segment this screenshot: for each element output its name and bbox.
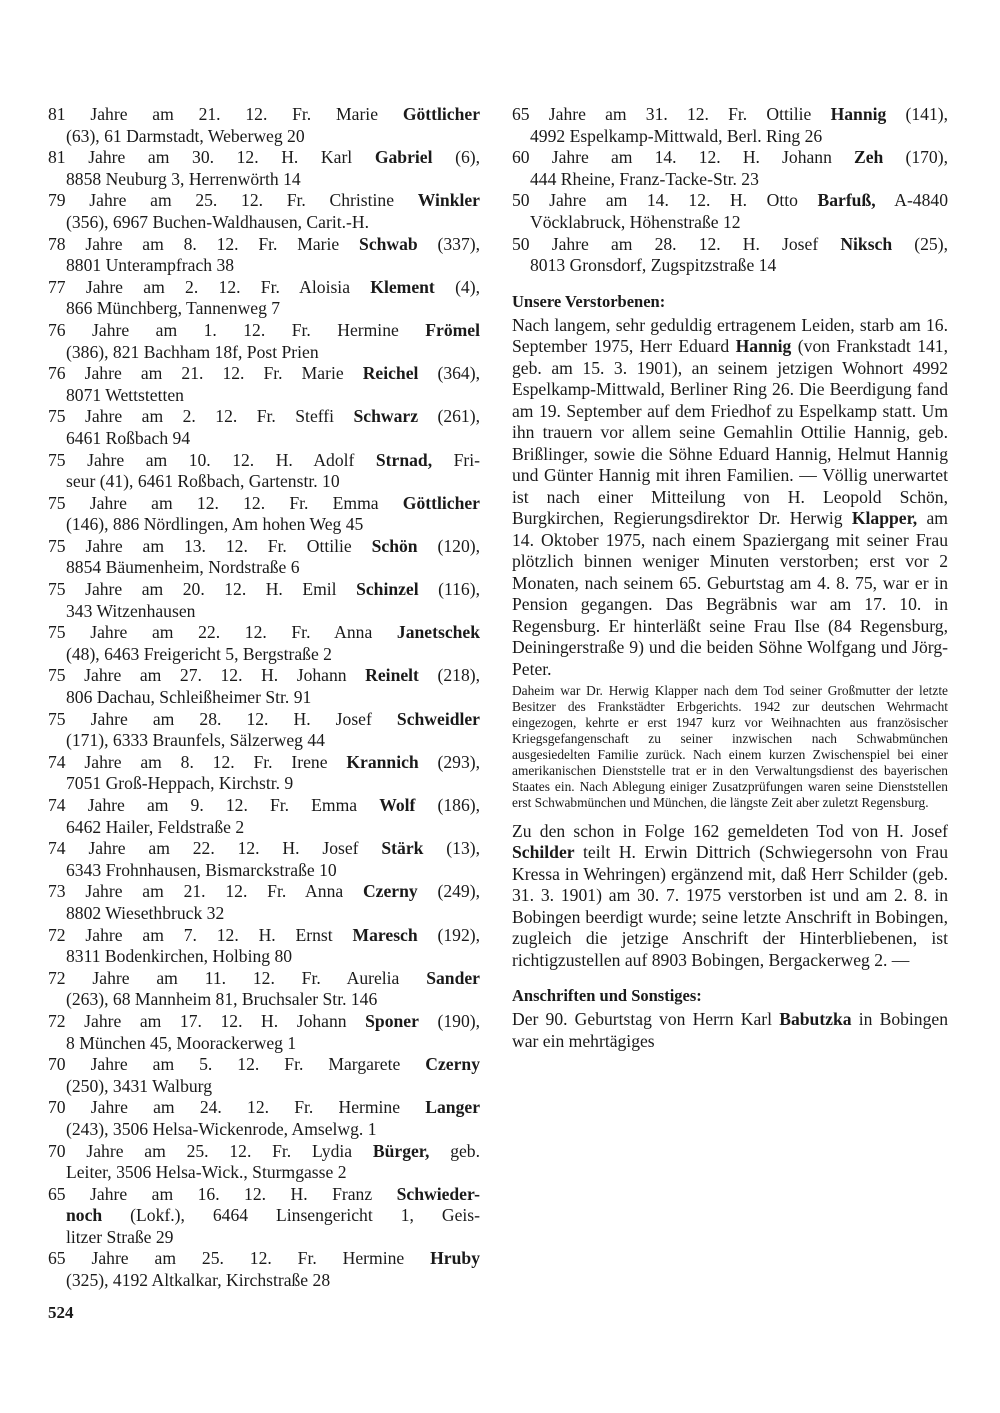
entry-line-2: (243), 3506 Helsa-Wickenrode, Amselwg. 1: [66, 1118, 377, 1139]
entry-line-1: [48, 579, 480, 601]
entry-line-1: [48, 752, 480, 774]
entry-date: 75 Jahre am 28. 12. H. Josef: [48, 708, 372, 729]
name-klapper: Klapper,: [851, 508, 918, 529]
left-column: [48, 104, 480, 1292]
entry-surname: Hruby: [430, 1248, 480, 1269]
entry-date: 65 Jahre am 25. 12. Fr. Hermine: [48, 1248, 405, 1269]
entry-surname: Winkler: [417, 190, 480, 211]
entry-line-2: (63), 61 Darmstadt, Weberweg 20: [66, 125, 305, 146]
entry-suffix: (192),: [417, 924, 480, 945]
entry-suffix: (293),: [418, 751, 480, 772]
entry-address: (Lokf.), 6464 Linsengericht 1, Geis-: [102, 1205, 480, 1226]
entry-surname: Sander: [426, 967, 480, 988]
entry-suffix: (25),: [892, 233, 948, 254]
entry-line-1: [48, 277, 480, 299]
entry-line-2: (325), 4192 Altkalkar, Kirchstraße 28: [66, 1270, 331, 1291]
entry-line-1: [48, 1097, 480, 1119]
entry-line-1: [48, 1248, 480, 1270]
birthday-entry: [48, 277, 480, 320]
birthday-entry: [48, 968, 480, 1011]
birthday-entry: [48, 1011, 480, 1054]
entry-line-1: [48, 665, 480, 687]
entry-line-2: 4992 Espelkamp-Mittwald, Berl. Ring 26: [530, 125, 823, 146]
entry-line-2: 8071 Wettstetten: [66, 384, 184, 405]
entry-line-1: [48, 104, 480, 126]
entry-line-1: [48, 320, 480, 342]
entry-line-2: Vöcklabruck, Höhenstraße 12: [530, 211, 741, 232]
entry-surname: Hannig: [830, 104, 887, 124]
entry-line-2: 8854 Bäumenheim, Nordstraße 6: [66, 557, 300, 578]
deceased-paragraph: Nach langem, sehr geduldig ertragenem Leiden, starb am 16. September 1975, Herr Eduard Hannig (von Frankstadt 141, geb. am 15. 3. 1901), an seinem jetzigen Wohnort 4992 Espelkamp-Mittwald, Berliner Ring 26. Die Beerdigung fand am 19. September auf dem Friedhof zu Espelkamp statt. Um ihn trauern vor allem seine Gemahlin Ottilie Hannig, geb. Brißlinger, sowie die Söhne Eduard Hannig, Helmut Hannig und Günter Hannig mit ihren Familien. — Völlig unerwartet ist nach einer Mitteilung von H. Leopold Schön, Burgkirchen, Regierungsdirektor Dr. Herwig Klapper, am 14. Oktober 1975, nach einem Spaziergang mit seiner Frau plötzlich binnen weniger Minuten verstorben; erst vor 2 Monaten, nach seinem 65. Geburtstag am 4. 8. 75, war er in Pension gegangen. Das Begräbnis war am 17. 10. in Regensburg. Er hinterläßt seine Frau Ilse (84 Regensburg, Deiningerstraße 9) und die beiden Söhne Wolfgang und Jörg-Peter.: [512, 314, 948, 679]
entry-date: 75 Jahre am 12. 12. Fr. Emma: [48, 492, 379, 513]
entry-line-2: seur (41), 6461 Roßbach, Gartenstr. 10: [66, 471, 340, 492]
entry-surname: Krannich: [346, 751, 419, 772]
birthday-entry: [48, 320, 480, 363]
addresses-paragraph: Der 90. Geburtstag von Herrn Karl Babutzka in Bobingen war ein mehrtägiges: [512, 1009, 948, 1051]
entry-date: 75 Jahre am 2. 12. Fr. Steffi: [48, 406, 335, 427]
klapper-biography: Daheim war Dr. Herwig Klapper nach dem Tod seiner Großmutter der letzte Besitzer des Frankstädter Erbgerichts. 1942 zur deutschen Wehrmacht eingezogen, kehrte er erst 1947 kurz vor Weihnachten aus französischer Kriegsgefangenschaft zu seiner inzwischen nach Schwabmünchen ausgesiedelten Familie zurück. Nach einem kurzen Zwischenspiel bei einer amerikanischen Dienststelle trat er in den Verwaltungsdienst des bayerischen Staates ein. Nach Ablegung einiger Zusatzprüfungen waren seine Dienststellen erst Schwabmünchen und München, die längste Zeit aber zuletzt Regensburg.: [512, 683, 948, 810]
entry-line-2: (386), 821 Bachham 18f, Post Prien: [66, 341, 319, 362]
entry-surname: Sponer: [365, 1010, 419, 1031]
entry-date: 70 Jahre am 5. 12. Fr. Margarete: [48, 1054, 401, 1075]
heading-addresses: Anschriften und Sonstiges:: [512, 986, 702, 1005]
entry-surname: Wolf: [379, 795, 416, 815]
entry-surname: Strnad,: [375, 449, 433, 470]
entry-line-1: [48, 190, 480, 212]
entry-surname: Schinzel: [356, 579, 419, 600]
entry-suffix: (261),: [418, 406, 480, 427]
birthday-entry: [512, 190, 948, 233]
entry-surname: Göttlicher: [402, 104, 480, 124]
birthday-entry: [48, 1184, 480, 1249]
entry-date: 78 Jahre am 8. 12. Fr. Marie: [48, 233, 340, 254]
entry-line-1: [512, 190, 948, 212]
entry-line-1: [48, 363, 480, 385]
entry-date: 75 Jahre am 13. 12. Fr. Ottilie: [48, 535, 352, 556]
entry-suffix: (13),: [423, 838, 480, 859]
entry-date: 74 Jahre am 9. 12. Fr. Emma: [48, 795, 358, 815]
entry-line-2: 8311 Bodenkirchen, Holbing 80: [66, 946, 293, 967]
entry-line-1: [48, 493, 480, 515]
entry-line-2: (171), 6333 Braunfels, Sälzerweg 44: [66, 730, 325, 751]
entry-date: 74 Jahre am 8. 12. Fr. Irene: [48, 751, 328, 772]
birthday-entry: [48, 881, 480, 924]
birthday-entry: [512, 147, 948, 190]
entry-date: 70 Jahre am 24. 12. Fr. Hermine: [48, 1097, 401, 1118]
entry-date: 81 Jahre am 30. 12. H. Karl: [48, 147, 353, 168]
entry-line-2: [48, 1205, 480, 1227]
entry-date: 81 Jahre am 21. 12. Fr. Marie: [48, 104, 379, 124]
entry-date: 50 Jahre am 28. 12. H. Josef: [512, 233, 819, 254]
entry-suffix: (337),: [417, 233, 481, 254]
birthday-entry: [512, 104, 948, 147]
heading-deceased: Unsere Verstorbenen:: [512, 291, 666, 311]
birthday-entry: [48, 1054, 480, 1097]
entry-surname: Niksch: [840, 233, 893, 254]
entry-line-2: 343 Witzenhausen: [66, 600, 196, 621]
entry-suffix: geb.: [429, 1140, 480, 1161]
birthday-entry: [48, 536, 480, 579]
name-schilder: Schilder: [512, 842, 575, 862]
entry-date: 70 Jahre am 25. 12. Fr. Lydia: [48, 1140, 353, 1161]
entry-line-1: [48, 1184, 480, 1206]
birthday-entry: [48, 1097, 480, 1140]
entry-line-1: [48, 536, 480, 558]
entry-date: 72 Jahre am 11. 12. Fr. Aurelia: [48, 967, 400, 988]
entry-line-1: [48, 838, 480, 860]
entry-date: 75 Jahre am 20. 12. H. Emil: [48, 579, 337, 600]
entry-date: 75 Jahre am 10. 12. H. Adolf: [48, 449, 355, 470]
entry-suffix: (249),: [417, 881, 480, 902]
entry-surname: Czerny: [362, 881, 418, 902]
entry-suffix: (186),: [415, 795, 480, 815]
birthday-entry: [48, 234, 480, 277]
entry-line-1: [48, 968, 480, 990]
birthday-entry: [48, 665, 480, 708]
entry-line-1: [512, 234, 948, 256]
birthday-entry: [48, 493, 480, 536]
entry-date: 75 Jahre am 22. 12. Fr. Anna: [48, 622, 373, 643]
entry-date: 50 Jahre am 14. 12. H. Otto: [512, 190, 798, 211]
entry-line-1: [512, 104, 948, 126]
entry-line-2: 8858 Neuburg 3, Herrenwörth 14: [66, 168, 301, 189]
entry-line-2: 8801 Unterampfrach 38: [66, 255, 235, 276]
entry-line-1: [48, 234, 480, 256]
entry-line-2: 866 Münchberg, Tannenweg 7: [66, 298, 281, 319]
entry-line-2: Leiter, 3506 Helsa-Wick., Sturmgasse 2: [66, 1162, 347, 1183]
name-babutzka: Babutzka: [779, 1009, 852, 1029]
entry-surname: Klement: [370, 276, 435, 297]
entry-date: 72 Jahre am 17. 12. H. Johann: [48, 1010, 347, 1031]
entry-suffix: (6),: [432, 147, 481, 168]
entry-suffix: (4),: [434, 276, 480, 297]
birthday-entry: [48, 925, 480, 968]
entry-suffix: A-4840: [875, 190, 948, 211]
entry-line-1: [48, 925, 480, 947]
entry-suffix: (116),: [418, 579, 480, 600]
entry-date: 60 Jahre am 14. 12. H. Johann: [512, 147, 832, 168]
birthday-entry: [48, 190, 480, 233]
birthday-list-continued: [512, 104, 948, 277]
entry-line-2: (356), 6967 Buchen-Waldhausen, Carit.-H.: [66, 211, 369, 232]
birthday-entry: [48, 622, 480, 665]
birthday-entry: [48, 406, 480, 449]
entry-line-2: 8802 Wiesethbruck 32: [66, 902, 225, 923]
entry-surname: Schwab: [359, 233, 418, 254]
entry-line-2: 7051 Groß-Heppach, Kirchstr. 9: [66, 773, 294, 794]
birthday-entry: [48, 1248, 480, 1291]
entry-surname: Schwieder-: [396, 1183, 480, 1204]
entry-surname: Janetschek: [396, 622, 481, 643]
entry-date: 65 Jahre am 31. 12. Fr. Ottilie: [512, 104, 812, 124]
right-column: [512, 104, 948, 1052]
birthday-entry: [48, 752, 480, 795]
birthday-entry: [48, 579, 480, 622]
entry-line-1: [48, 622, 480, 644]
entry-date: 75 Jahre am 27. 12. H. Johann: [48, 665, 347, 686]
entry-line-2: (263), 68 Mannheim 81, Bruchsaler Str. 146: [66, 989, 378, 1010]
entry-line-3: litzer Straße 29: [66, 1226, 174, 1247]
entry-surname: Reinelt: [365, 665, 419, 686]
entry-line-1: [48, 709, 480, 731]
entry-surname: Schwarz: [353, 406, 419, 427]
entry-surname: Göttlicher: [402, 492, 480, 513]
entry-surname-cont: noch: [66, 1205, 103, 1226]
entry-surname: Gabriel: [374, 147, 433, 168]
entry-line-1: [48, 1011, 480, 1033]
entry-line-1: [48, 1141, 480, 1163]
birthday-entry: [48, 709, 480, 752]
entry-surname: Zeh: [854, 147, 884, 168]
entry-suffix: (364),: [418, 363, 480, 384]
entry-date: 72 Jahre am 7. 12. H. Ernst: [48, 924, 333, 945]
entry-date: 76 Jahre am 21. 12. Fr. Marie: [48, 363, 344, 384]
name-hannig: Hannig: [735, 336, 792, 357]
birthday-entry: [48, 450, 480, 493]
schilder-paragraph: Zu den schon in Folge 162 gemeldeten Tod von H. Josef Schilder teilt H. Erwin Dittrich (Schwiegersohn von Frau Kressa in Wehringen) ergänzend mit, daß Herr Schilder (geb. 31. 3. 1901) am 30. 7. 1975 verstorben ist und am 2. 8. in Bobingen beerdigt wurde; seine letzte Anschrift in Bobingen, zugleich die jetzige Anschrift der Hinterbliebenen, ist richtigzustellen auf 8903 Bobingen, Bergackerweg 2. —: [512, 820, 948, 970]
entry-surname: Czerny: [425, 1054, 480, 1075]
birthday-entry: [48, 1141, 480, 1184]
entry-date: 76 Jahre am 1. 12. Fr. Hermine: [48, 319, 399, 340]
entry-suffix: (170),: [883, 147, 948, 168]
entry-suffix: (120),: [417, 535, 481, 556]
entry-line-1: [512, 147, 948, 169]
entry-line-2: (146), 886 Nördlingen, Am hohen Weg 45: [66, 514, 364, 535]
entry-surname: Langer: [425, 1097, 480, 1118]
entry-surname: Reichel: [362, 363, 419, 384]
entry-surname: Stärk: [381, 838, 424, 859]
entry-line-1: [48, 795, 480, 817]
entry-suffix: (190),: [418, 1010, 480, 1031]
entry-line-2: 6343 Frohnhausen, Bismarckstraße 10: [66, 859, 337, 880]
entry-line-2: (250), 3431 Walburg: [66, 1075, 212, 1096]
entry-date: 79 Jahre am 25. 12. Fr. Christine: [48, 190, 395, 211]
entry-surname: Barfuß,: [817, 190, 876, 211]
entry-line-2: 6462 Hailer, Feldstraße 2: [66, 816, 245, 837]
entry-line-1: [48, 406, 480, 428]
birthday-entry: [512, 234, 948, 277]
entry-line-1: [48, 1054, 480, 1076]
entry-line-2: 6461 Roßbach 94: [66, 427, 191, 448]
entry-suffix: Fri-: [432, 449, 480, 470]
birthday-entry: [48, 795, 480, 838]
entry-date: 73 Jahre am 21. 12. Fr. Anna: [48, 881, 344, 902]
entry-surname: Schön: [371, 535, 418, 556]
entry-surname: Bürger,: [372, 1140, 430, 1161]
birthday-entry: [48, 838, 480, 881]
entry-date: 74 Jahre am 22. 12. H. Josef: [48, 838, 359, 859]
entry-line-2: 8 München 45, Moorackerweg 1: [66, 1032, 297, 1053]
entry-surname: Frömel: [425, 319, 480, 340]
entry-line-2: 8013 Gronsdorf, Zugspitzstraße 14: [530, 255, 777, 276]
entry-suffix: (141),: [886, 104, 949, 124]
entry-suffix: (218),: [418, 665, 481, 686]
entry-line-2: (48), 6463 Freigericht 5, Bergstraße 2: [66, 643, 332, 664]
birthday-entry: [48, 363, 480, 406]
entry-surname: Maresch: [352, 924, 418, 945]
entry-date: 77 Jahre am 2. 12. Fr. Aloisia: [48, 276, 351, 297]
entry-line-1: [48, 450, 480, 472]
entry-line-1: [48, 881, 480, 903]
entry-line-1: [48, 147, 480, 169]
entry-date: 65 Jahre am 16. 12. H. Franz: [48, 1183, 373, 1204]
birthday-entry: [48, 147, 480, 190]
entry-surname: Schweidler: [396, 708, 480, 729]
page-number: 524: [48, 1303, 74, 1322]
entry-line-2: 444 Rheine, Franz-Tacke-Str. 23: [530, 168, 759, 189]
entry-line-2: 806 Dachau, Schleißheimer Str. 91: [66, 687, 312, 708]
birthday-entry: [48, 104, 480, 147]
